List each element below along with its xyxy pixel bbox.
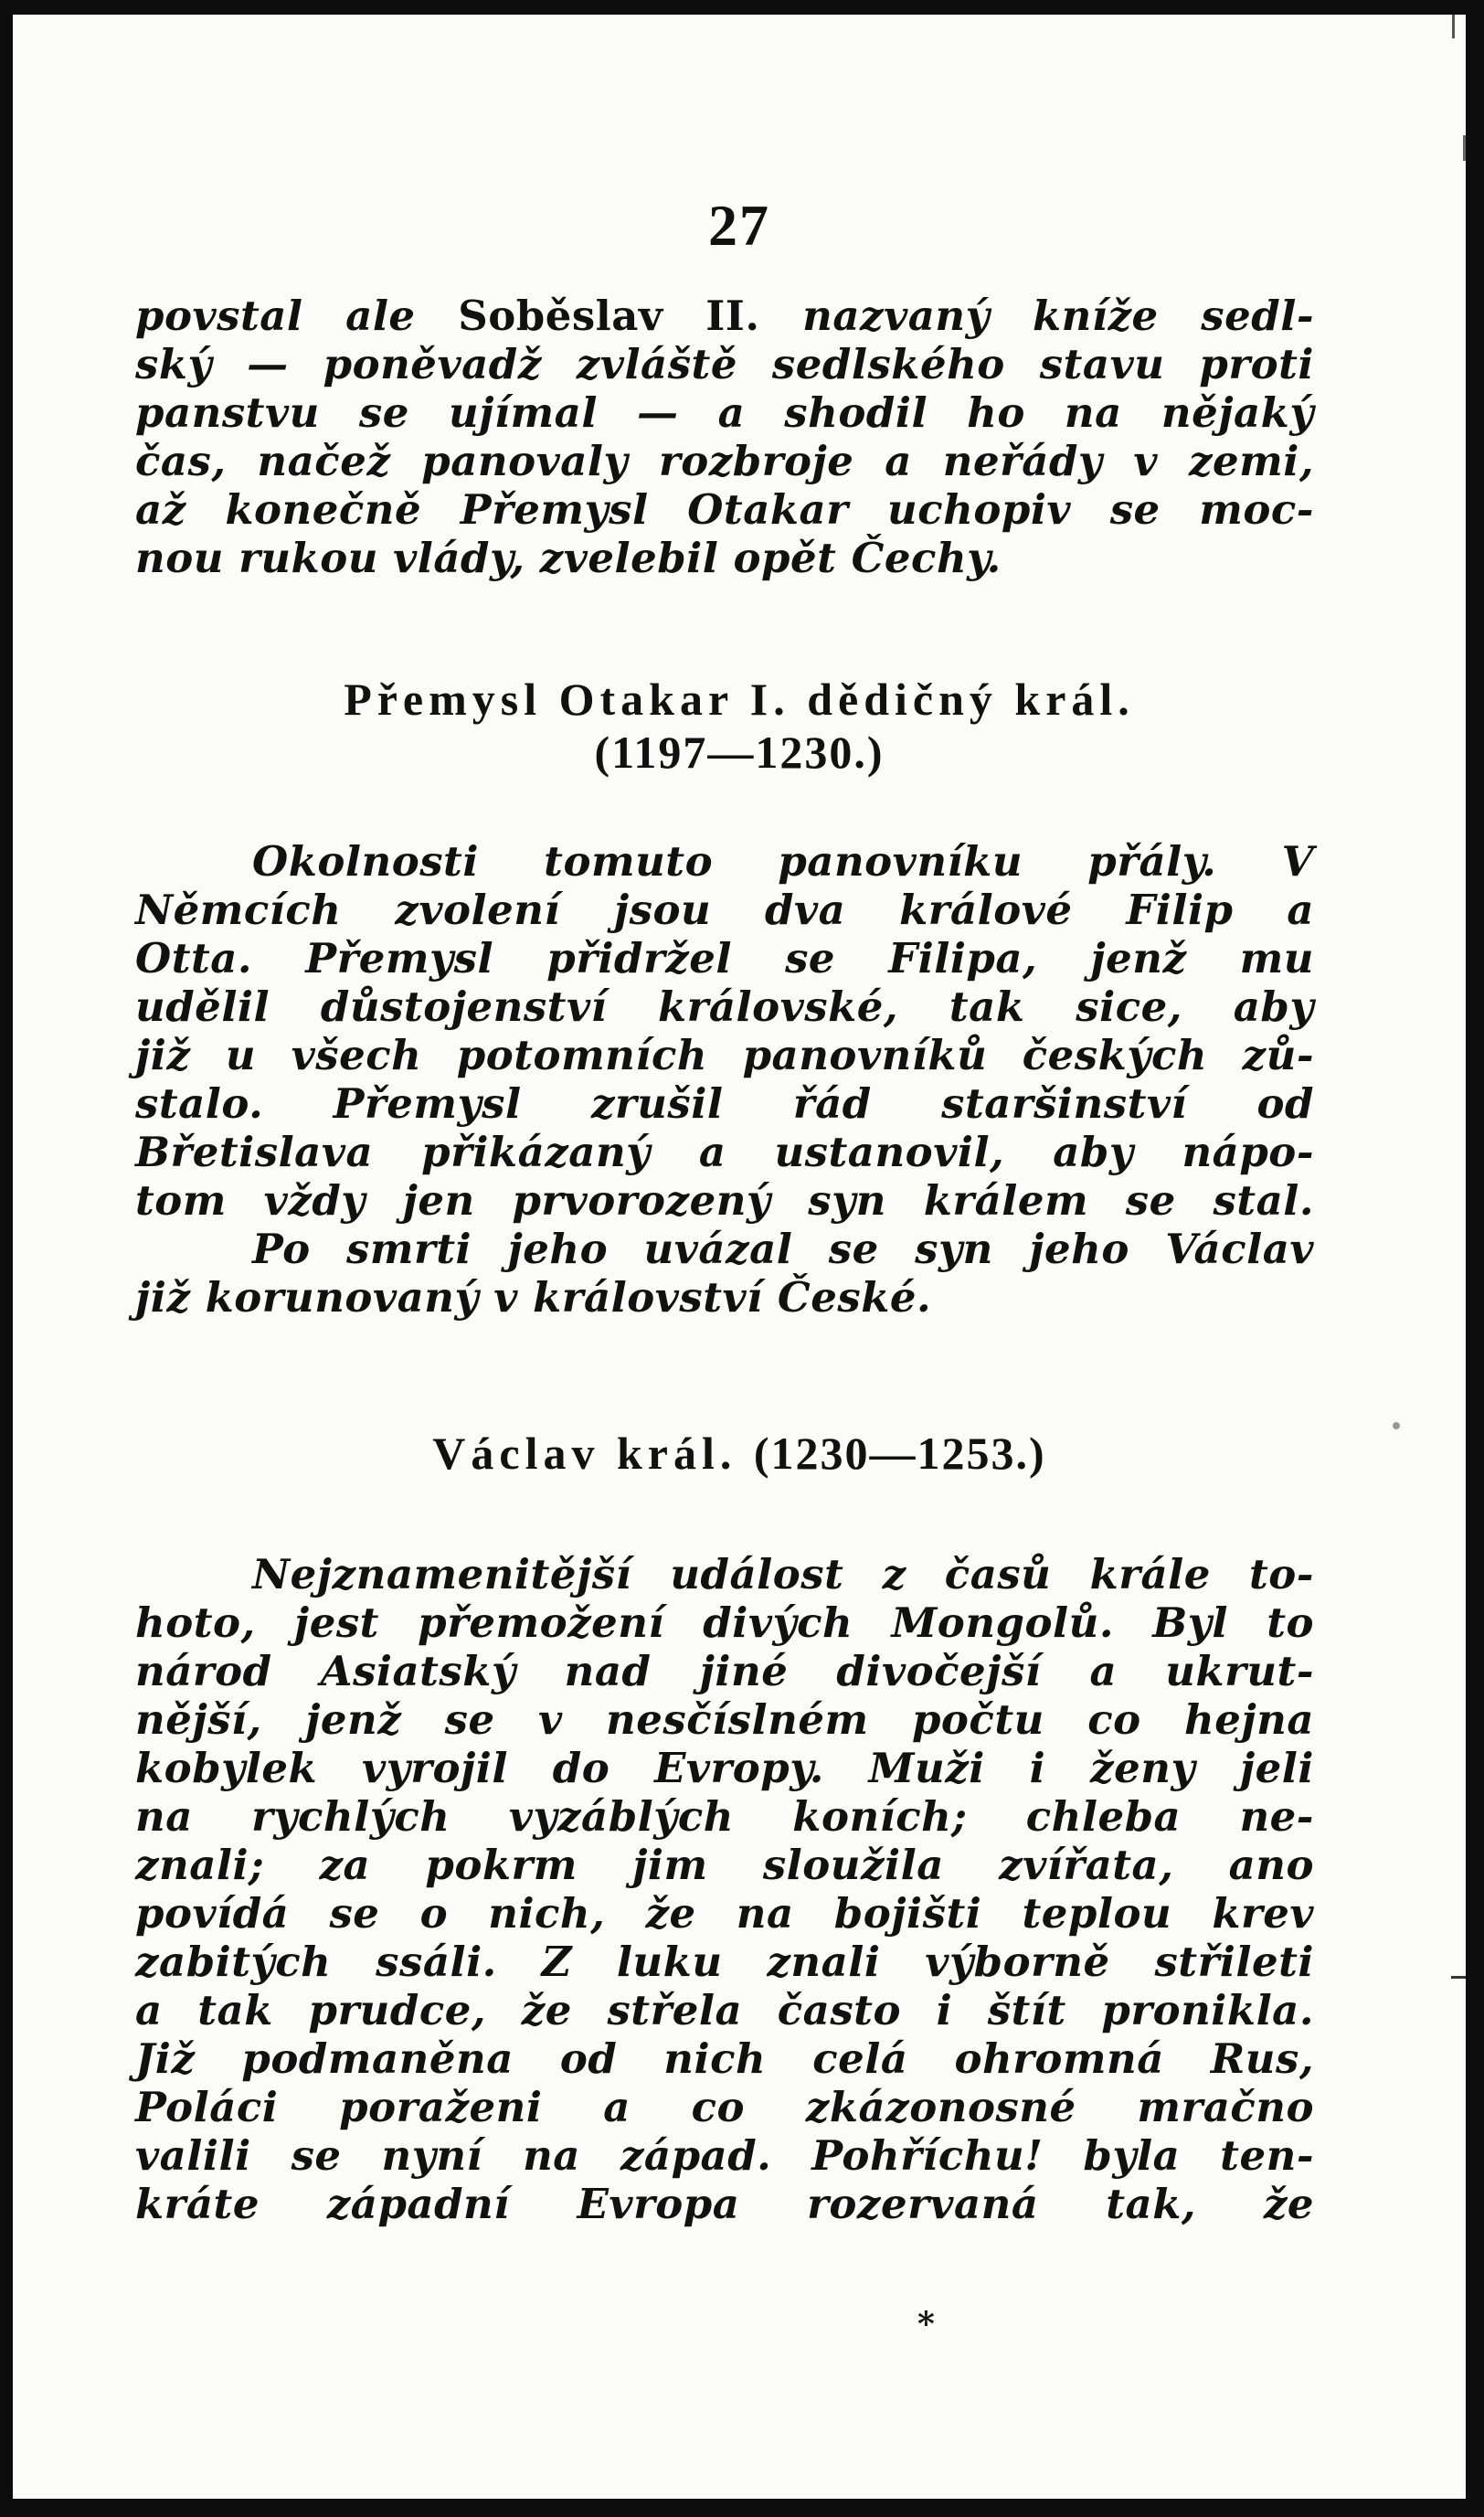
text-line: nou rukou vlády, zvelebil opět Čechy. [135, 534, 1002, 582]
page-number: 27 [708, 193, 770, 258]
text-line: ský — poněvadž zvláště sedlského stavu proti [135, 340, 1314, 388]
signature-mark: * [917, 2305, 935, 2343]
paragraph-2 [135, 837, 1314, 1322]
text-line: zabitých ssáli. Z luku znali výborně střileti [135, 1938, 1314, 1986]
text-line: nější, jenž se v nesčíslném počtu co hejna [135, 1695, 1314, 1744]
text-line: až konečně Přemysl Otakar uchopiv se moc- [135, 485, 1314, 534]
section-title: Václav král. [432, 1428, 737, 1479]
text-line: národ Asiatský nad jiné divočejší a ukrut- [135, 1647, 1314, 1695]
text-line: znali; za pokrm jim sloužila zvířata, ano [135, 1841, 1314, 1889]
text-line: již u všech potomních panovníků českých zů- [135, 1031, 1314, 1079]
paragraph-1 [135, 292, 1314, 582]
text-line: kobylek vyrojil do Evropy. Muži i ženy jeli [135, 1744, 1314, 1792]
text-line: Po smrti jeho uvázal se syn jeho Václav [252, 1225, 1314, 1273]
text-line: stalo. Přemysl zrušil řád staršinství od [135, 1079, 1314, 1128]
text-line: udělil důstojenství královské, tak sice, aby [135, 982, 1314, 1031]
section-title: Přemysl Otakar I. dědičný král. [344, 674, 1135, 725]
text-line: povstal ale Soběslav II. nazvaný kníže sedl- [135, 292, 1314, 340]
text-line: Nejznamenitější událost z časů krále to- [252, 1550, 1314, 1598]
margin-mark [1451, 1976, 1466, 1979]
section-heading-2 [13, 1427, 1466, 1480]
text-line: hoto, jest přemožení divých Mongolů. Byl to [135, 1598, 1314, 1647]
text-line: a tak prudce, že střela často i štít pronikla. [135, 1986, 1314, 2034]
text-line: Okolnosti tomuto panovníku přály. V [252, 837, 1314, 886]
edge-mark [1463, 135, 1466, 161]
section-years: (1197—1230.) [594, 727, 885, 778]
paragraph-3 [135, 1550, 1314, 2228]
text-line: čas, načež panovaly rozbroje a neřády v zemi, [135, 437, 1314, 485]
text-line: povídá se o nich, že na bojišti teplou krev [135, 1889, 1314, 1938]
edge-mark [1452, 15, 1455, 38]
section-heading-1 [13, 673, 1466, 779]
text-line: Němcích zvolení jsou dva králové Filip a [135, 886, 1314, 934]
section-years: (1230—1253.) [753, 1428, 1046, 1479]
text-line: panstvu se ujímal — a shodil ho na nějaký [135, 388, 1314, 437]
text-line: valili se nyní na západ. Pohříchu! byla ten- [135, 2131, 1314, 2180]
text-line: již korunovaný v království České. [135, 1273, 932, 1322]
text-line: Otta. Přemysl přidržel se Filipa, jenž mu [135, 934, 1314, 982]
text-line: Již podmaněna od nich celá ohromná Rus, [135, 2034, 1314, 2083]
text-line: Břetislava přikázaný a ustanovil, aby nápo- [135, 1128, 1314, 1176]
text-line: kráte západní Evropa rozervaná tak, že [135, 2180, 1314, 2228]
text-line: tom vždy jen prvorozený syn králem se stal. [135, 1176, 1314, 1225]
book-page [13, 15, 1466, 2499]
text-line: na rychlých vyzáblých koních; chleba ne- [135, 1792, 1314, 1841]
text-line: Poláci poraženi a co zkázonosné mračno [135, 2083, 1314, 2131]
